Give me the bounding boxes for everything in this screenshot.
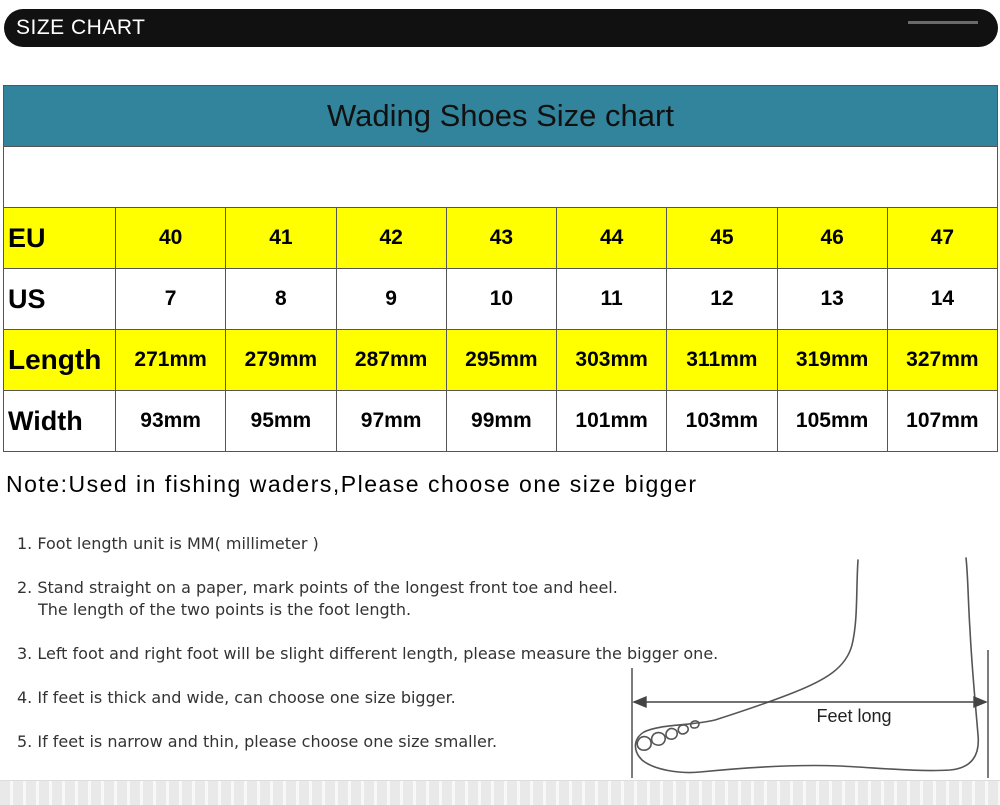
instruction-item: 5. If feet is narrow and thin, please choose one size smaller. xyxy=(17,732,498,751)
table-row-length xyxy=(4,330,998,391)
table-cell: 12 xyxy=(667,269,777,330)
table-row-us xyxy=(4,269,998,330)
table-cell: 43 xyxy=(446,208,556,269)
table-cell: 271mm xyxy=(116,330,226,391)
header-title: SIZE CHART xyxy=(16,16,146,39)
table-cell: 14 xyxy=(887,269,997,330)
row-label-length: Length xyxy=(4,330,116,391)
table-cell: 11 xyxy=(557,269,667,330)
instruction-item: 3. Left foot and right foot will be slight different length, please measure the bigger one. xyxy=(17,644,719,663)
table-cell: 97mm xyxy=(336,391,446,452)
table-cell: 279mm xyxy=(226,330,336,391)
header-accent-line xyxy=(908,21,978,24)
table-cell: 99mm xyxy=(446,391,556,452)
table-cell: 40 xyxy=(116,208,226,269)
size-chart-header xyxy=(4,9,998,47)
instruction-item: 4. If feet is thick and wide, can choose one size bigger. xyxy=(17,688,456,707)
sizing-note: Note:Used in fishing waders,Please choose one size bigger xyxy=(6,471,698,497)
table-cell: 13 xyxy=(777,269,887,330)
size-table xyxy=(3,85,998,452)
foot-measurement-diagram xyxy=(620,550,1000,780)
decorative-footer-strip xyxy=(0,780,1000,805)
table-row-width xyxy=(4,391,998,452)
row-label-us: US xyxy=(4,269,116,330)
table-cell: 9 xyxy=(336,269,446,330)
table-cell: 41 xyxy=(226,208,336,269)
row-label-eu: EU xyxy=(4,208,116,269)
measurement-line xyxy=(632,650,988,778)
table-cell: 44 xyxy=(557,208,667,269)
table-cell: 327mm xyxy=(887,330,997,391)
table-cell: 103mm xyxy=(667,391,777,452)
table-cell: 46 xyxy=(777,208,887,269)
table-cell: 311mm xyxy=(667,330,777,391)
instruction-item-continued: The length of the two points is the foot length. xyxy=(38,600,412,619)
instruction-item: 2. Stand straight on a paper, mark points of the longest front toe and heel. xyxy=(17,578,618,597)
foot-outline-icon xyxy=(635,558,978,773)
table-cell: 93mm xyxy=(116,391,226,452)
table-cell: 7 xyxy=(116,269,226,330)
table-cell: 8 xyxy=(226,269,336,330)
table-cell: 107mm xyxy=(887,391,997,452)
table-cell: 303mm xyxy=(557,330,667,391)
table-cell: 105mm xyxy=(777,391,887,452)
diagram-label: Feet long xyxy=(816,706,892,726)
table-spacer-row xyxy=(4,147,998,208)
table-cell: 47 xyxy=(887,208,997,269)
table-cell: 287mm xyxy=(336,330,446,391)
table-cell: 95mm xyxy=(226,391,336,452)
table-cell: 319mm xyxy=(777,330,887,391)
table-cell: 295mm xyxy=(446,330,556,391)
row-label-width: Width xyxy=(4,391,116,452)
table-cell: 45 xyxy=(667,208,777,269)
table-cell: 10 xyxy=(446,269,556,330)
instruction-item: 1. Foot length unit is MM( millimeter ) xyxy=(17,534,319,553)
table-cell: 101mm xyxy=(557,391,667,452)
table-title: Wading Shoes Size chart xyxy=(4,86,998,147)
table-row-eu xyxy=(4,208,998,269)
table-cell: 42 xyxy=(336,208,446,269)
